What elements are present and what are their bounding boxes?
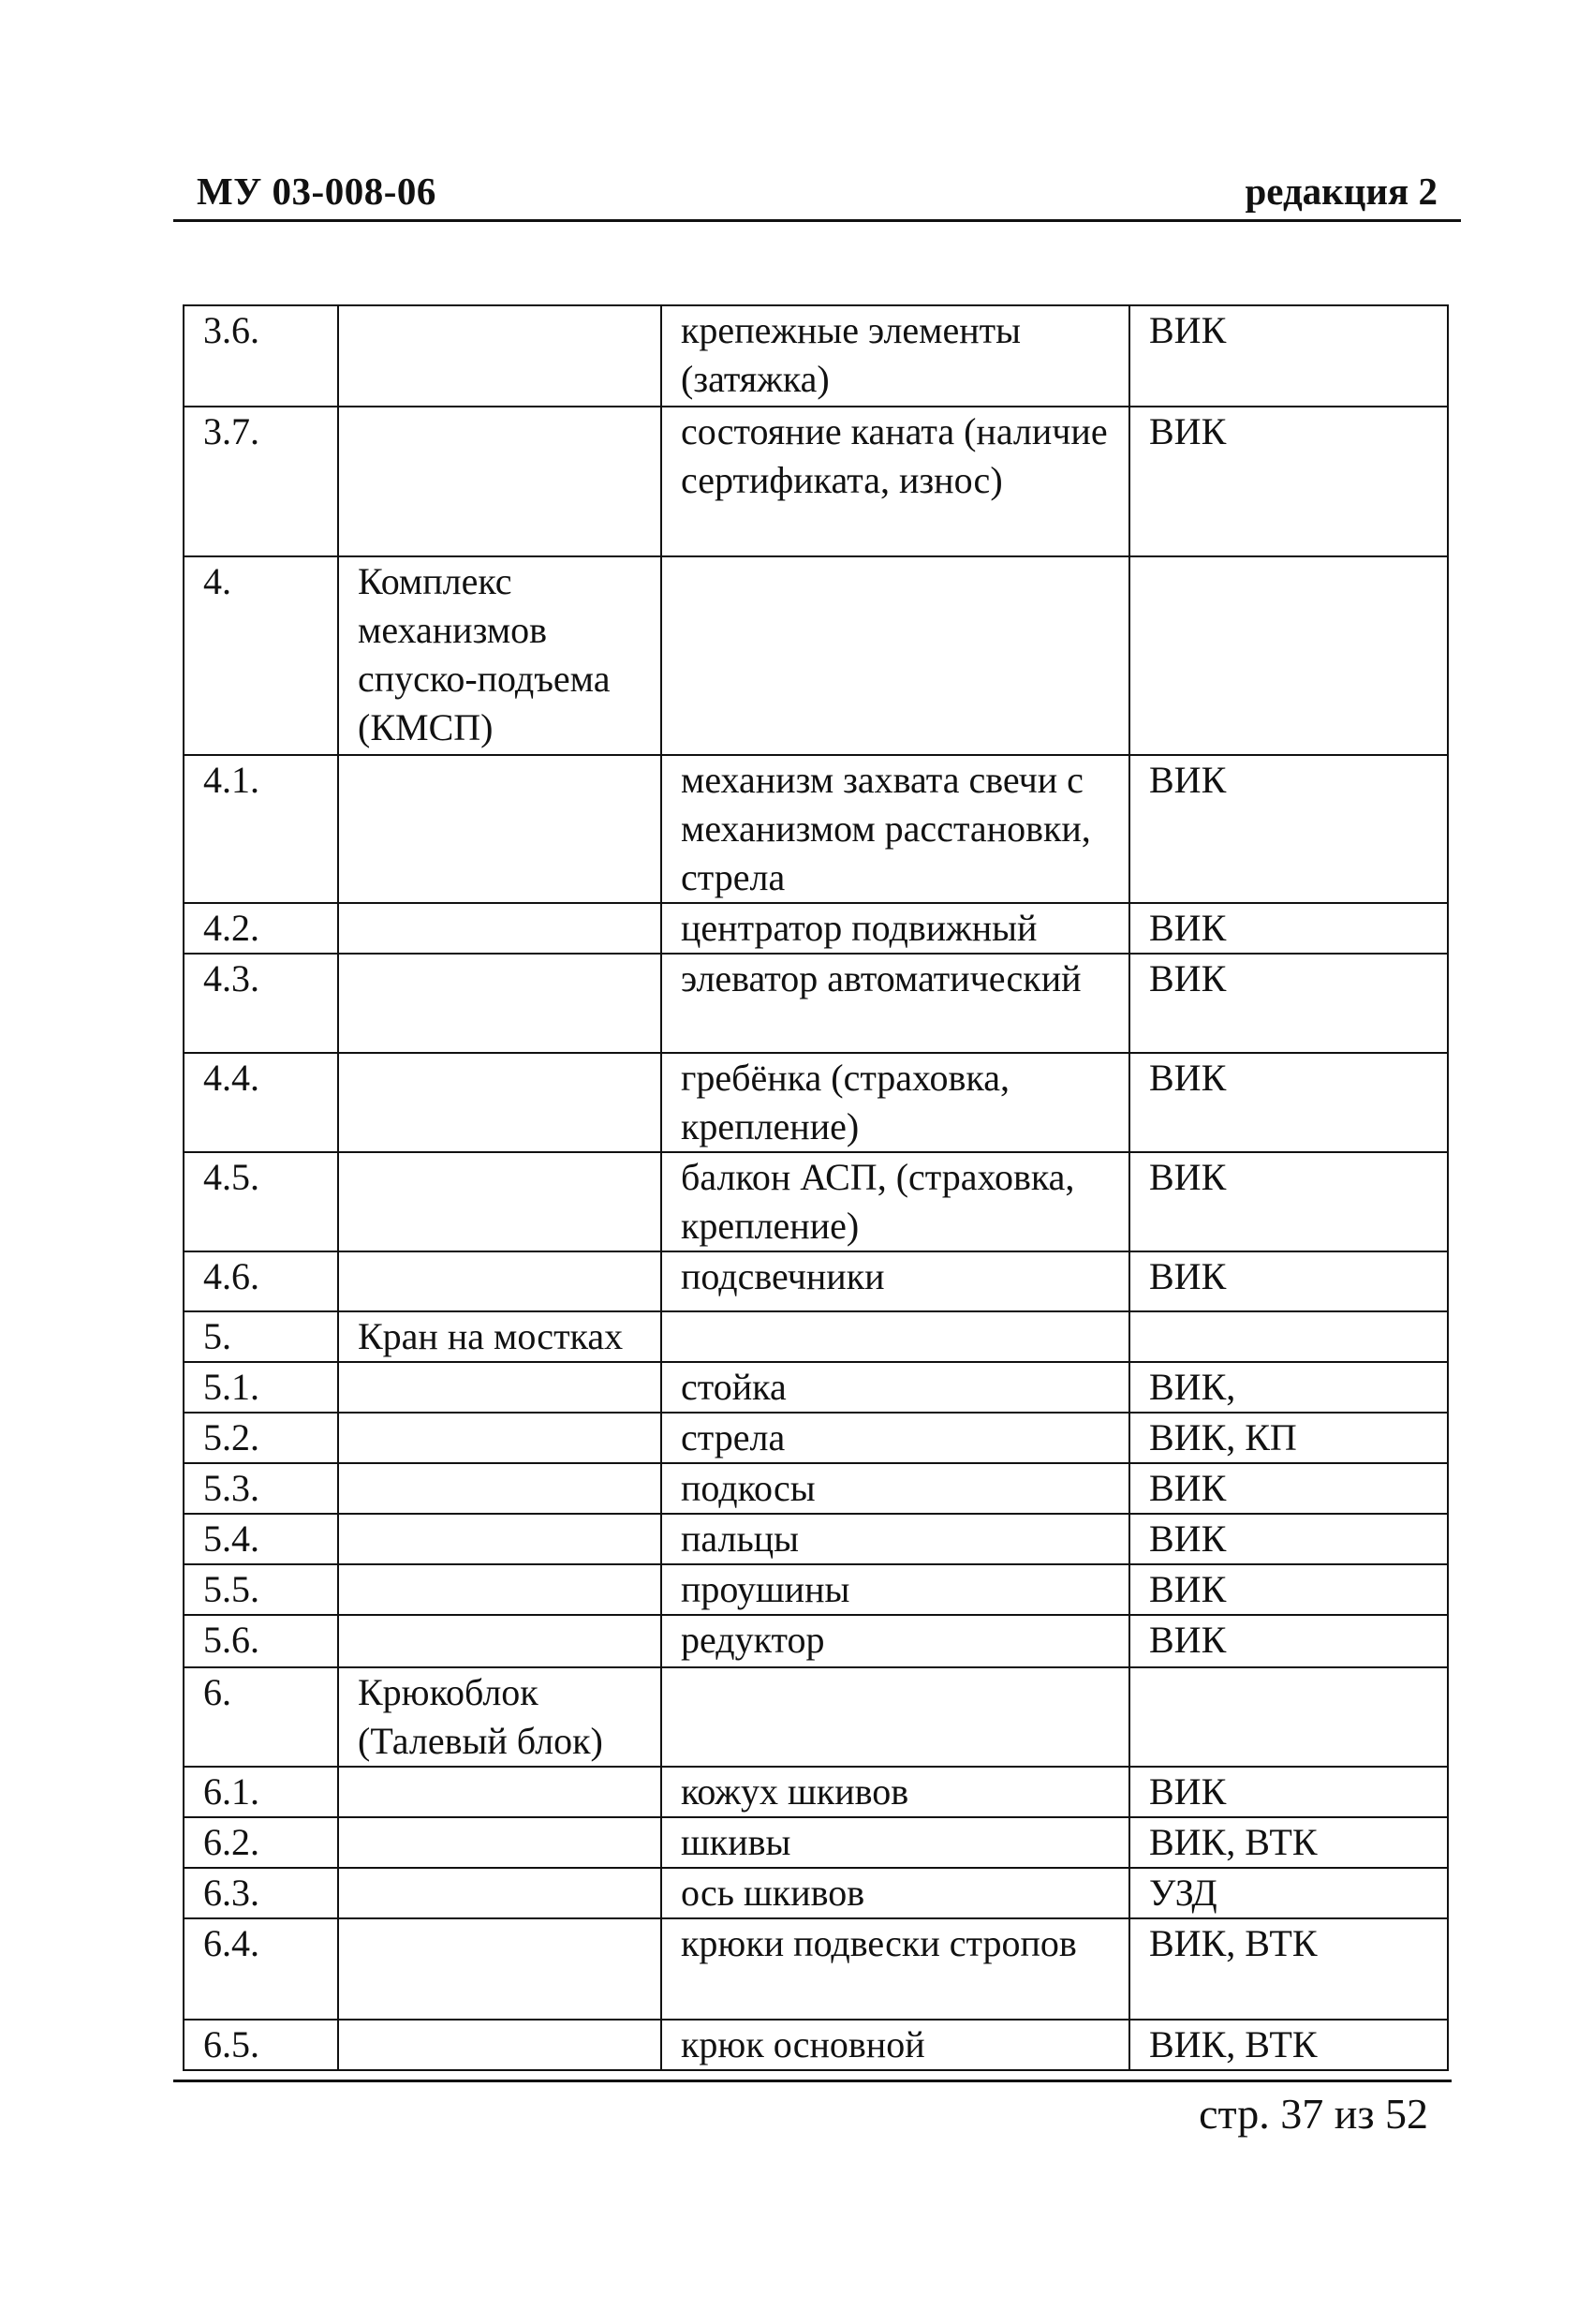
- unit-name: [338, 954, 661, 1053]
- row-number: 5.4.: [184, 1514, 338, 1564]
- table-row: [184, 407, 1448, 556]
- row-number: 6.1.: [184, 1767, 338, 1817]
- row-number: 5.5.: [184, 1564, 338, 1615]
- control-method: ВИК: [1129, 1514, 1448, 1564]
- element-name: пальцы: [661, 1514, 1129, 1564]
- row-number: 4.5.: [184, 1152, 338, 1251]
- control-method: ВИК: [1129, 1463, 1448, 1514]
- table-row: [184, 903, 1448, 954]
- element-name: [661, 1311, 1129, 1362]
- control-method: ВИК: [1129, 1053, 1448, 1152]
- unit-name: [338, 1514, 661, 1564]
- control-method: ВИК: [1129, 1251, 1448, 1311]
- control-method: ВИК: [1129, 1152, 1448, 1251]
- row-number: 6.: [184, 1667, 338, 1767]
- row-number: 4.4.: [184, 1053, 338, 1152]
- element-name: крюки подвески стропов: [661, 1918, 1129, 2020]
- footer-divider: [173, 2080, 1452, 2082]
- row-number: 4.2.: [184, 903, 338, 954]
- edition-label: редакция 2: [1245, 170, 1438, 213]
- table-row: [184, 1463, 1448, 1514]
- unit-name: Кран на мостках: [338, 1311, 661, 1362]
- row-number: 5.1.: [184, 1362, 338, 1413]
- control-method: УЗД: [1129, 1868, 1448, 1918]
- unit-name: [338, 1918, 661, 2020]
- table-row: [184, 1413, 1448, 1463]
- table-row: [184, 305, 1448, 407]
- element-name: стойка: [661, 1362, 1129, 1413]
- row-number: 3.7.: [184, 407, 338, 556]
- element-name: кожух шкивов: [661, 1767, 1129, 1817]
- control-method: ВИК, ВТК: [1129, 1817, 1448, 1868]
- control-method: ВИК, ВТК: [1129, 2020, 1448, 2070]
- control-method: [1129, 556, 1448, 755]
- unit-name: [338, 1564, 661, 1615]
- element-name: балкон АСП, (страховка, крепление): [661, 1152, 1129, 1251]
- control-method: ВИК: [1129, 407, 1448, 556]
- unit-name: [338, 407, 661, 556]
- element-name: стрела: [661, 1413, 1129, 1463]
- element-name: крюк основной: [661, 2020, 1129, 2070]
- table-row: [184, 1514, 1448, 1564]
- table-row: [184, 556, 1448, 755]
- control-method: ВИК: [1129, 1615, 1448, 1667]
- row-number: 3.6.: [184, 305, 338, 407]
- unit-name: [338, 2020, 661, 2070]
- element-name: центратор подвижный: [661, 903, 1129, 954]
- unit-name: [338, 1413, 661, 1463]
- unit-name: [338, 755, 661, 903]
- unit-name: [338, 1463, 661, 1514]
- row-number: 5.: [184, 1311, 338, 1362]
- element-name: крепежные элементы (затяжка): [661, 305, 1129, 407]
- row-number: 6.2.: [184, 1817, 338, 1868]
- control-method: ВИК,: [1129, 1362, 1448, 1413]
- unit-name: [338, 1152, 661, 1251]
- table-row: [184, 2020, 1448, 2070]
- row-number: 5.3.: [184, 1463, 338, 1514]
- element-name: шкивы: [661, 1817, 1129, 1868]
- table-row: [184, 1053, 1448, 1152]
- control-method: ВИК, КП: [1129, 1413, 1448, 1463]
- table-row: [184, 1251, 1448, 1311]
- table-row: [184, 1362, 1448, 1413]
- element-name: проушины: [661, 1564, 1129, 1615]
- unit-name: [338, 305, 661, 407]
- table-row: [184, 1868, 1448, 1918]
- row-number: 4.: [184, 556, 338, 755]
- unit-name: [338, 1868, 661, 1918]
- unit-name: Комплекс механизмов спуско-подъема (КМСП): [338, 556, 661, 755]
- document-code: МУ 03-008-06: [197, 170, 436, 213]
- element-name: редуктор: [661, 1615, 1129, 1667]
- element-name: подсвечники: [661, 1251, 1129, 1311]
- table-row: [184, 1615, 1448, 1667]
- row-number: 6.4.: [184, 1918, 338, 2020]
- table-row: [184, 1918, 1448, 2020]
- table-row: [184, 954, 1448, 1053]
- page-number: стр. 37 из 52: [1199, 2090, 1428, 2138]
- table-row: [184, 1817, 1448, 1868]
- row-number: 4.6.: [184, 1251, 338, 1311]
- control-method: [1129, 1667, 1448, 1767]
- unit-name: Крюкоблок (Талевый блок): [338, 1667, 661, 1767]
- inspection-table-body: [184, 305, 1448, 2070]
- element-name: [661, 1667, 1129, 1767]
- row-number: 6.5.: [184, 2020, 338, 2070]
- table-row: [184, 1667, 1448, 1767]
- control-method: ВИК: [1129, 954, 1448, 1053]
- table-row: [184, 1564, 1448, 1615]
- control-method: ВИК: [1129, 1767, 1448, 1817]
- control-method: ВИК: [1129, 903, 1448, 954]
- unit-name: [338, 1053, 661, 1152]
- page-header: [173, 165, 1461, 222]
- element-name: элеватор автоматический: [661, 954, 1129, 1053]
- inspection-table: [183, 304, 1449, 2071]
- table-row: [184, 1152, 1448, 1251]
- control-method: [1129, 1311, 1448, 1362]
- row-number: 5.6.: [184, 1615, 338, 1667]
- row-number: 4.3.: [184, 954, 338, 1053]
- element-name: подкосы: [661, 1463, 1129, 1514]
- unit-name: [338, 1615, 661, 1667]
- control-method: ВИК: [1129, 305, 1448, 407]
- unit-name: [338, 1817, 661, 1868]
- control-method: ВИК: [1129, 1564, 1448, 1615]
- unit-name: [338, 1362, 661, 1413]
- unit-name: [338, 1251, 661, 1311]
- element-name: гребёнка (страховка, крепление): [661, 1053, 1129, 1152]
- control-method: ВИК: [1129, 755, 1448, 903]
- unit-name: [338, 903, 661, 954]
- row-number: 4.1.: [184, 755, 338, 903]
- table-row: [184, 1311, 1448, 1362]
- element-name: [661, 556, 1129, 755]
- table-row: [184, 1767, 1448, 1817]
- table-row: [184, 755, 1448, 903]
- element-name: ось шкивов: [661, 1868, 1129, 1918]
- unit-name: [338, 1767, 661, 1817]
- row-number: 5.2.: [184, 1413, 338, 1463]
- element-name: механизм захвата свечи с механизмом расстановки, стрела: [661, 755, 1129, 903]
- control-method: ВИК, ВТК: [1129, 1918, 1448, 2020]
- row-number: 6.3.: [184, 1868, 338, 1918]
- element-name: состояние каната (наличие сертификата, износ): [661, 407, 1129, 556]
